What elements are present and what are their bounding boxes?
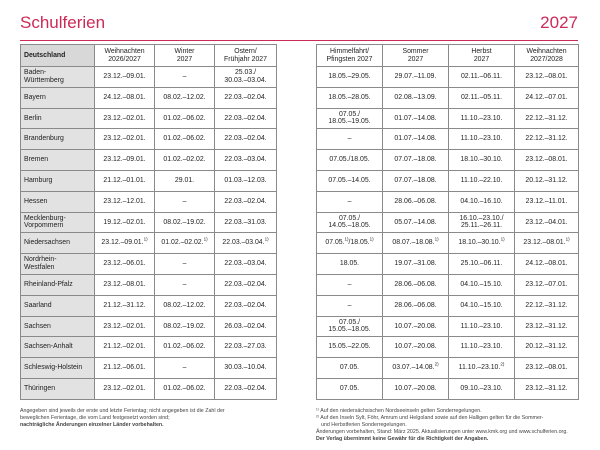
state-name: Baden- Württemberg [21,67,95,88]
table-row [21,129,277,150]
date-cell: 24.12.–08.01. [95,87,155,108]
date-cell: 21.12.–31.12. [95,295,155,316]
date-cell: 24.12.–08.01. [515,254,579,275]
table-row [317,212,579,233]
table-row [317,358,579,379]
date-cell: – [317,295,383,316]
date-cell: 21.12.–06.01. [95,358,155,379]
date-cell: 18.10.–30.10. [449,150,515,171]
footnotes-right [316,408,578,442]
table-row [21,254,277,275]
date-cell: 22.03.–03.04. [215,150,277,171]
holiday-table-left [20,44,277,400]
date-cell: 29.01. [155,170,215,191]
date-cell: 23.12.–02.01. [95,378,155,399]
state-name: Hamburg [21,170,95,191]
date-cell: 10.07.–20.08. [383,337,449,358]
date-cell: 07.05./ 18.05.–19.05. [317,108,383,129]
date-cell: 23.12.–07.01. [515,274,579,295]
date-cell: 22.12.–31.12. [515,129,579,150]
state-name: Sachsen [21,316,95,337]
date-cell: 22.03.–27.03. [215,337,277,358]
date-cell: 22.03.–02.04. [215,378,277,399]
date-cell: 19.12.–02.01. [95,212,155,233]
state-name: Hessen [21,191,95,212]
column-header: Weihnachten 2026/2027 [95,45,155,67]
table-row [21,233,277,254]
date-cell: 16.10.–23.10./ 25.11.–26.11. [449,212,515,233]
footnote-line: beweglichen Ferientage, die vom Land festgesetzt worden sind; [20,414,170,421]
date-cell: 23.12.–09.01. [95,67,155,88]
date-cell: 07.05./ 15.05.–18.05. [317,316,383,337]
table-row [317,337,579,358]
date-cell: 22.03.–02.04. [215,191,277,212]
date-cell: 22.03.–02.04. [215,87,277,108]
date-cell: 11.10.–23.10. [449,129,515,150]
table-row [317,108,579,129]
table-row [317,191,579,212]
page-title: Schulferien [20,13,106,32]
table-row [317,254,579,275]
date-cell: 22.12.–31.12. [515,295,579,316]
date-cell: 23.12.–31.12. [515,316,579,337]
date-cell: 15.05.–22.05. [317,337,383,358]
date-cell: – [155,254,215,275]
table-row [317,233,579,254]
date-cell: 04.10.–15.10. [449,295,515,316]
header-row [21,45,277,67]
date-cell: 23.12.–09.01.$^{1)}$ [95,233,155,254]
date-cell: 23.12.–08.01. [515,358,579,379]
date-cell: 21.12.–02.01. [95,337,155,358]
date-cell: 21.12.–01.01. [95,170,155,191]
date-cell: 28.06.–06.08. [383,191,449,212]
date-cell: 05.07.–14.08. [383,212,449,233]
date-cell: 19.07.–31.08. [383,254,449,275]
table-row [21,212,277,233]
state-name: Rheinland-Pfalz [21,274,95,295]
date-cell: 01.02.–02.02.$^{1)}$ [155,233,215,254]
state-name: Mecklenburg- Vorpommern [21,212,95,233]
title-rule [20,40,578,41]
date-cell: – [317,191,383,212]
date-cell: – [317,129,383,150]
date-cell: 22.12.–31.12. [515,108,579,129]
date-cell: 25.03./ 30.03.–03.04. [215,67,277,88]
table-row [21,108,277,129]
date-cell: 11.10.–22.10. [449,170,515,191]
date-cell: 23.12.–02.01. [95,316,155,337]
column-header: Ostern/ Frühjahr 2027 [215,45,277,67]
table-row [317,295,579,316]
date-cell: 22.03.–02.04. [215,129,277,150]
state-name: Berlin [21,108,95,129]
date-cell: 23.12.–31.12. [515,378,579,399]
date-cell: 04.10.–16.10. [449,191,515,212]
date-cell: 20.12.–31.12. [515,337,579,358]
date-cell: 10.07.–20.08. [383,378,449,399]
table-row [21,316,277,337]
date-cell: 22.03.–02.04. [215,274,277,295]
date-cell: 25.10.–06.11. [449,254,515,275]
table-row [317,67,579,88]
column-header: Himmelfahrt/ Pfingsten 2027 [317,45,383,67]
state-name: Niedersachsen [21,233,95,254]
date-cell: – [317,274,383,295]
date-cell: 02.11.–06.11. [449,67,515,88]
date-cell: 07.05.–14.05. [317,170,383,191]
date-cell: 08.02.–19.02. [155,316,215,337]
date-cell: 02.08.–13.09. [383,87,449,108]
footnote-line: Änderungen vorbehalten, Stand: März 2025. Aktualisierungen unter www.kmk.org und www.schulferien.org. [316,428,568,435]
date-cell: – [155,67,215,88]
table-row [21,274,277,295]
date-cell: – [155,274,215,295]
date-cell: 11.10.–23.10.$^{2)}$ [449,358,515,379]
holiday-table-right [316,44,579,400]
date-cell: 23.12.–02.01. [95,129,155,150]
table-row [21,295,277,316]
date-cell: 28.06.–06.08. [383,274,449,295]
page-year: 2027 [540,13,578,32]
date-cell: – [155,358,215,379]
date-cell: 22.03.–31.03. [215,212,277,233]
table-row [317,129,579,150]
date-cell: 01.03.–12.03. [215,170,277,191]
date-cell: 07.05. [317,358,383,379]
column-header: Weihnachten 2027/2028 [515,45,579,67]
date-cell: 08.02.–12.02. [155,87,215,108]
table-row [21,170,277,191]
date-cell: 23.12.–12.01. [95,191,155,212]
date-cell: 07.05. [317,378,383,399]
table-row [21,87,277,108]
state-name: Schleswig-Holstein [21,358,95,379]
table-corner-label: Deutschland [21,45,95,67]
date-cell: 07.05.$^{1)}$/18.05.$^{1)}$ [317,233,383,254]
date-cell: 24.12.–07.01. [515,87,579,108]
date-cell: 23.12.–08.01. [515,150,579,171]
date-cell: 07.07.–18.08. [383,170,449,191]
date-cell: 23.12.–08.01.$^{1)}$ [515,233,579,254]
date-cell: 01.02.–06.02. [155,108,215,129]
date-cell: 01.02.–06.02. [155,378,215,399]
date-cell: 23.12.–08.01. [515,67,579,88]
date-cell: 07.07.–18.08. [383,150,449,171]
footnote-line: ²⁾ Auf den Inseln Sylt, Föhr, Amrum und Helgoland sowie auf den Halligen gelten für die Sommer- [316,414,544,421]
state-name: Bremen [21,150,95,171]
table-row [317,378,579,399]
state-name: Sachsen-Anhalt [21,337,95,358]
date-cell: 22.03.–03.04.$^{1)}$ [215,233,277,254]
date-cell: 23.12.–02.01. [95,108,155,129]
date-cell: 22.03.–02.04. [215,108,277,129]
date-cell: 08.02.–12.02. [155,295,215,316]
date-cell: 28.06.–06.08. [383,295,449,316]
footnote-line: und Herbstferien Sonderregelungen. [321,421,407,428]
state-name: Brandenburg [21,129,95,150]
date-cell: 30.03.–10.04. [215,358,277,379]
state-name: Bayern [21,87,95,108]
table-row [21,67,277,88]
footnotes-left [20,408,280,429]
column-header: Sommer 2027 [383,45,449,67]
date-cell: 09.10.–23.10. [449,378,515,399]
table-row [21,150,277,171]
date-cell: 04.10.–15.10. [449,274,515,295]
table-row [21,378,277,399]
date-cell: 07.05./18.05. [317,150,383,171]
date-cell: 18.05.–29.05. [317,67,383,88]
state-name: Saarland [21,295,95,316]
date-cell: 23.12.–09.01. [95,150,155,171]
date-cell: 23.12.–06.01. [95,254,155,275]
table-row [317,316,579,337]
date-cell: 11.10.–23.10. [449,108,515,129]
footnote-line: Angegeben sind jeweils der erste und letzte Ferientag; nicht angegeben ist die Zahl der [20,408,225,414]
date-cell: 11.10.–23.10. [449,316,515,337]
column-header: Winter 2027 [155,45,215,67]
date-cell: 23.12.–11.01. [515,191,579,212]
state-name: Thüringen [21,378,95,399]
date-cell: 08.02.–19.02. [155,212,215,233]
date-cell: 11.10.–23.10. [449,337,515,358]
column-header: Herbst 2027 [449,45,515,67]
footnote-line: ¹⁾ Auf den niedersächsischen Nordseeinseln gelten Sonderregelungen. [316,408,482,414]
date-cell: 23.12.–08.01. [95,274,155,295]
table-row [317,150,579,171]
date-cell: 08.07.–18.08.$^{1)}$ [383,233,449,254]
state-name: Nordrhein- Westfalen [21,254,95,275]
date-cell: 18.05. [317,254,383,275]
table-row [317,274,579,295]
date-cell: 07.05./ 14.05.–18.05. [317,212,383,233]
date-cell: 18.10.–30.10.$^{1)}$ [449,233,515,254]
footnote-line: Der Verlag übernimmt keine Gewähr für die Richtigkeit der Angaben. [316,435,489,442]
date-cell: 10.07.–20.08. [383,316,449,337]
table-row [317,87,579,108]
date-cell: 01.07.–14.08. [383,129,449,150]
header-row [317,45,579,67]
table-row [21,337,277,358]
date-cell: 23.12.–04.01. [515,212,579,233]
date-cell: 01.02.–02.02. [155,150,215,171]
table-row [21,191,277,212]
date-cell: 18.05.–28.05. [317,87,383,108]
date-cell: 02.11.–05.11. [449,87,515,108]
date-cell: 01.02.–06.02. [155,337,215,358]
date-cell: – [155,191,215,212]
date-cell: 20.12.–31.12. [515,170,579,191]
date-cell: 26.03.–02.04. [215,316,277,337]
date-cell: 01.07.–14.08. [383,108,449,129]
date-cell: 03.07.–14.08.$^{2)}$ [383,358,449,379]
footnote-line: nachträgliche Änderungen einzelner Länder vorbehalten. [20,421,164,428]
table-row [317,170,579,191]
date-cell: 01.02.–06.02. [155,129,215,150]
date-cell: 29.07.–11.09. [383,67,449,88]
date-cell: 22.03.–03.04. [215,254,277,275]
table-row [21,358,277,379]
date-cell: 22.03.–02.04. [215,295,277,316]
